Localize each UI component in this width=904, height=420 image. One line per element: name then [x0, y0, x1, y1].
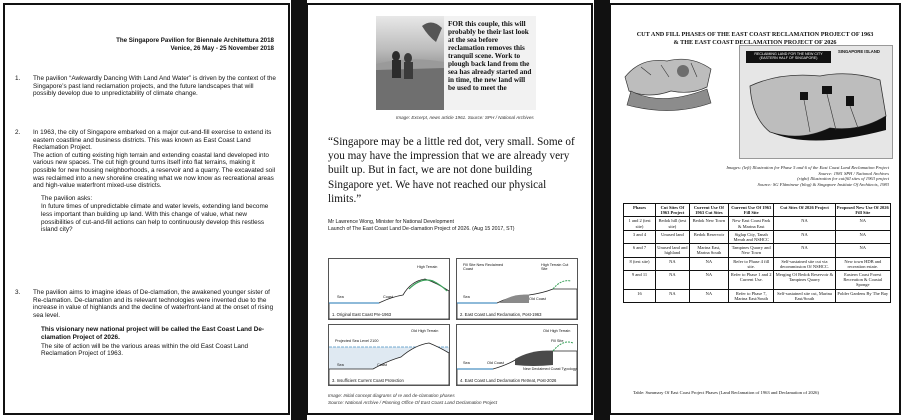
d4-sea-label: Sea — [463, 361, 470, 365]
table-cell: NA — [774, 217, 835, 230]
diagram-1 — [328, 258, 450, 320]
diagram-4-title: 4. East Coast Land Declamation Retreat, Post-2026 — [460, 378, 557, 383]
table-cell: NA — [835, 230, 890, 243]
table-cell: Self-sustained site cut via decommission Of NSHCC. — [774, 257, 835, 270]
page-panel-3 — [609, 3, 901, 415]
d1-sea-label: Sea — [337, 295, 344, 299]
couple-photo — [376, 16, 444, 110]
d4-newcoast-label: New Declaimed Coast Typology — [523, 367, 577, 371]
table-cell: Unused land — [656, 230, 690, 243]
map-header: RECLAIMING LAND FOR THE NEW CITY (EASTERN HALF OF SINGAPORE) — [746, 51, 831, 63]
table-cell: Unused land and highland — [657, 245, 688, 256]
item-3-bold: This visionary new national project will be called the East Coast Land De-clamation Project of 2026. — [41, 326, 265, 341]
table-cell: NA — [689, 271, 728, 290]
d3-sea-label: Sea — [337, 363, 344, 367]
diagram-caption-2: Source: National Archive / Planning Office Of East Coast Land Declamation Project — [328, 400, 498, 405]
table-header-row — [624, 204, 891, 217]
table-cell: Tampines Quarry and New Town — [729, 244, 774, 257]
table-header: Proposed New Use Of 2026 Fill Site — [836, 205, 889, 216]
table-cell: New town HDB and recreation estate. — [835, 257, 890, 270]
item-1-number: 1. — [15, 75, 21, 82]
table-cell: New East Coast Park & Marina East — [729, 217, 774, 230]
item-3-text: The pavilion aims to imagine ideas of De-clamation, the awakened younger sister of Re-clamation. De-clamation and its relevant technologies were invented due to the increase in value of highlands and the decline of waterfront-land at the onset of rising sea level. — [33, 289, 274, 319]
photo-caption: Image: Excerpt, news article 1961. Source: SPH / National Archives — [396, 115, 534, 120]
attribution-line1: Mr Lawrence Wong, Minister for National Development — [328, 219, 454, 225]
table-header: Current Use Of 1963 Cut Sites — [689, 204, 728, 217]
table-cell: NA — [835, 244, 890, 257]
item-2-text-a: In 1963, the city of Singapore embarked on a major cut-and-fill exercise to extend its eastern coastline and business districts. This was known as East Coast Land Reclamation Project. — [33, 129, 272, 152]
reclamation-illustration — [621, 47, 716, 119]
table-header: Cut Sites Of 1963 Project — [656, 204, 690, 217]
diagram-4 — [456, 324, 578, 386]
table-cell: 1 and 2 (test site) — [624, 217, 656, 230]
d4-terrain-label: Old High Terrain — [543, 329, 571, 333]
table-header: Cut Sites Of 2026 Project — [774, 204, 835, 217]
table-cell: NA — [656, 257, 690, 270]
table-row — [624, 244, 891, 257]
d3-terrain-label: Old High Terrain — [411, 329, 439, 333]
quote-attribution — [328, 219, 514, 233]
page3-title — [619, 31, 891, 46]
page-gutter-2 — [594, 0, 610, 420]
caption-line2: Source: 1981 SPH / National Archives — [818, 170, 889, 176]
item-2-sub-head: The pavilion asks: — [41, 194, 93, 202]
table-cell: NA — [656, 271, 690, 290]
diagram-2 — [456, 258, 578, 320]
news-clipping-photo — [376, 16, 536, 110]
table-row — [624, 257, 891, 270]
d2-sea-label: Sea — [463, 295, 470, 299]
table-cell: 6 and 7 — [624, 244, 656, 257]
table-cell: Bedok Reservoir — [689, 230, 728, 243]
title-line2: & THE EAST COAST DECLAMATION PROJECT OF 2026 — [673, 38, 837, 46]
concept-diagrams — [328, 258, 578, 388]
page-gutter-1 — [291, 0, 307, 420]
table-cell: NA — [689, 257, 728, 270]
item-1 — [15, 75, 277, 98]
title-line1: The Singapore Pavilion for Biennale Architettura 2018 — [116, 37, 274, 44]
table-cell: 3 and 4 — [624, 230, 656, 243]
d2-oldcoast-label: Old Coast — [529, 297, 546, 301]
table-cell: Bedok New Town — [689, 217, 728, 230]
table-cell: Marina East, Marina South — [689, 244, 728, 257]
phases-table — [623, 203, 891, 303]
table-row — [624, 289, 891, 302]
table-cell: 8 (test site) — [624, 257, 656, 270]
table-cell: 16 — [624, 289, 656, 302]
page-panel-1 — [3, 3, 290, 415]
diagram-3 — [328, 324, 450, 386]
title-line2: Venice, 26 May - 25 November 2018 — [170, 45, 274, 52]
caption-line1: Images: (left) Illustration for Phase 5 and 6 of the East Coast Land Reclamation Project — [726, 165, 889, 170]
diagram-2-title: 2. East Coast Land Reclamation, Post-1963 — [460, 312, 542, 317]
d3-sealevel-label: Projected Sea Level 2100 — [335, 339, 379, 343]
table-caption: Table: Summary Of East Coast Project Phases (Land Reclamation of 1963 and Declamation of 2026) — [633, 390, 819, 395]
table-cell: 9 and 11 — [624, 271, 656, 290]
item-3 — [15, 289, 277, 358]
table-cell: NA — [656, 289, 690, 302]
table-cell: Siglap City, Tanah Merah and NSHCC — [729, 230, 774, 243]
table-cell: NA — [689, 289, 728, 302]
page-panel-2 — [306, 3, 593, 415]
d1-coast-label: Coast — [383, 295, 393, 299]
item-2 — [15, 129, 277, 234]
d1-terrain-label: High Terrain — [417, 265, 438, 269]
table-cell: Eastern Coast Forest Recreation & Coastal Sponge — [835, 271, 890, 290]
table-cell: Merging Of Bedok Reservoir & Tampines Quarry — [774, 271, 835, 290]
caption-line3: (right) Illustration for cut/fill sites of 1963 project — [797, 176, 889, 182]
wong-quote: “Singapore may be a little red dot, very small. Some of you may have the impression that we are already very built up. But in fact, we are not done building Singapore yet. We have not reached our physical limits.” — [328, 136, 575, 205]
map-island-label: SINGAPORE ISLAND — [838, 49, 880, 54]
d4-oldcoast-label: Old Coast — [487, 361, 504, 365]
table-cell: NA — [774, 244, 835, 257]
table-cell: Refer to Phase 4 fill site. — [729, 257, 774, 270]
table-cell: Bedok hill (test site) — [656, 217, 690, 230]
table-header: Current Use Of 1963 Fill Site — [729, 204, 774, 217]
item-1-text: The pavilion “Awkwardly Dancing With Land And Water” is driven by the context of the Singapore’s past land reclamation projects, and the future landscapes that will possibly develop due to unpredictability of climate change. — [33, 75, 276, 98]
attribution-line2: Launch of The East Coast Land De-clamation Project of 2026. (Aug 15 2017, ST) — [328, 226, 515, 232]
item-2-number: 2. — [15, 129, 21, 136]
caption-line4: Source: SG Flâmineur (blog) & Singapore Institute Of Architects, 1983 — [757, 181, 889, 187]
table-cell: Refer to Phase 1 and 2 Current Use. — [729, 271, 774, 290]
table-row — [624, 230, 891, 243]
diagram-3-title: 3. Insufficient Current Coast Protection — [332, 378, 404, 383]
table-header: Phases — [624, 204, 656, 217]
news-text: FOR this couple, this will probably be their last look at the sea before reclamation removes this tranquil scene. Work to plough back land from the sea has already started and in time, the new land will be used to meet the — [448, 20, 532, 92]
page1-title — [116, 37, 274, 53]
d2-fill-label: Fill Site New Reclaimed Coast — [463, 263, 504, 271]
table-cell: NA — [774, 230, 835, 243]
table-row — [624, 271, 891, 290]
map-caption — [659, 165, 889, 187]
table-row — [624, 217, 891, 230]
diagram-caption-1: Image: Initial concept diagrams of re and de-clamation phases — [328, 393, 455, 398]
d2-cut-label: High Terrain Cut Site — [541, 263, 569, 271]
item-2-sub-text: In future times of unpredictable climate and water levels, extending land become less important than building up land. With this change of value, what new possibilities of cut-and-fill actions can help to continuously develop this restless island city? — [41, 203, 269, 234]
title-line1: CUT AND FILL PHASES OF THE EAST COAST RECLAMATION PROJECT OF 1963 — [636, 31, 874, 38]
item-3-number: 3. — [15, 289, 21, 296]
cut-fill-map — [739, 45, 893, 159]
table-cell: NA — [835, 217, 890, 230]
item-3-sub: The site of action will be the various areas within the old East Coast Land Reclamation Project of 1963. — [41, 342, 249, 358]
table-cell: Polder Gardens By The Bay — [835, 289, 890, 302]
table-cell: Refer to Phase 7, Marina East/South — [729, 289, 774, 302]
d3-coast-label: Coast — [377, 363, 387, 367]
item-2-text-b: The action of cutting existing high terrain and extending coastal land developed into various new spaces. The cut high ground turns itself into flat terrains, making it possible for new housing neighborhoods, a reservoir and a quarry. The excavated soil was reclaimed into a new shoreline creating what we now know as recreational areas and high-value waterfront mixed-use districts. — [33, 151, 276, 190]
table-cell: Self-sustained site cut, Marina East/South — [774, 289, 835, 302]
diagram-1-title: 1. Original East Coast Pre-1963 — [332, 312, 392, 317]
d4-fill-label: Fill Site — [551, 339, 564, 343]
